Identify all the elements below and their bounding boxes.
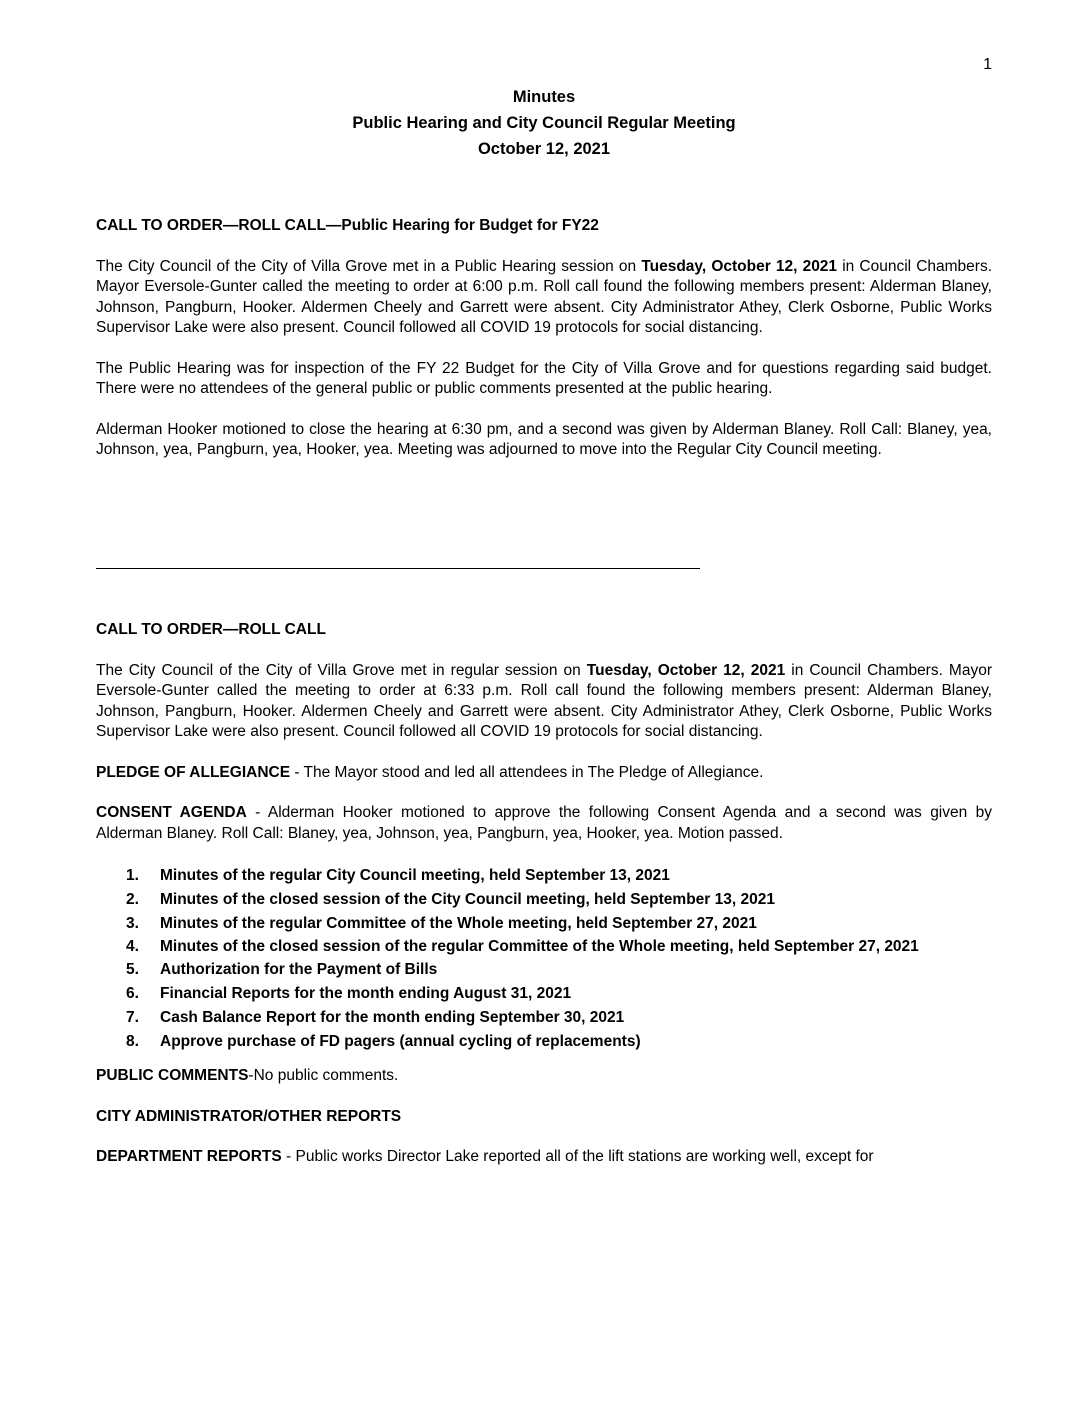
public-comments-text: -No public comments. bbox=[248, 1067, 399, 1084]
agenda-item-text: Authorization for the Payment of Bills bbox=[160, 961, 438, 978]
pledge-label: PLEDGE OF ALLEGIANCE bbox=[96, 763, 291, 781]
pledge-paragraph bbox=[96, 763, 992, 784]
agenda-item bbox=[96, 888, 992, 912]
section-divider bbox=[96, 568, 700, 569]
page-number: 1 bbox=[983, 56, 992, 73]
agenda-item-text: Minutes of the closed session of the regular Committee of the Whole meeting, held September 27, 2021 bbox=[160, 938, 919, 955]
public-comments-paragraph bbox=[96, 1066, 992, 1087]
hearing-paragraph-3: Alderman Hooker motioned to close the hearing at 6:30 pm, and a second was given by Alderman Blaney. Roll Call: Blaney, yea, Johnson, yea, Pangburn, yea, Hooker, yea. Meeting was adjourned to move into the Regular City Council meeting. bbox=[96, 420, 992, 458]
agenda-item bbox=[96, 864, 992, 888]
agenda-item bbox=[96, 1006, 992, 1030]
consent-label: CONSENT AGENDA bbox=[96, 804, 247, 821]
hearing-paragraph-2: The Public Hearing was for inspection of the FY 22 Budget for the City of Villa Grove and for questions regarding said budget. There were no attendees of the general public or public comments presented at the public hearing. bbox=[96, 359, 992, 397]
agenda-item bbox=[96, 912, 992, 936]
regular-paragraph-1-end: in Council Chambers. Mayor Eversole-Gunter called the meeting to order at 6:33 p.m. Roll call found the following members present: Alderman Blaney, Johnson, Pangburn, Hooker. Aldermen Cheely and Garrett were absent. City Administrator Athey, Clerk Osborne, Public Works Supervisor Lake were also present. Council followed all COVID 19 protocols for social distancing. bbox=[96, 661, 992, 740]
agenda-item-text: Minutes of the regular Committee of the Whole meeting, held September 27, 2021 bbox=[160, 915, 757, 932]
agenda-item bbox=[96, 958, 992, 982]
agenda-item-text: Approve purchase of FD pagers (annual cycling of replacements) bbox=[160, 1033, 641, 1050]
consent-agenda-list bbox=[96, 864, 992, 1054]
agenda-item-text: Minutes of the closed session of the City Council meeting, held September 13, 2021 bbox=[160, 891, 775, 908]
agenda-item-number: 5. bbox=[126, 961, 139, 978]
title-date: October 12, 2021 bbox=[477, 140, 611, 158]
admin-reports-heading: CITY ADMINISTRATOR/OTHER REPORTS bbox=[96, 1107, 402, 1125]
agenda-item-text: Minutes of the regular City Council meeting, held September 13, 2021 bbox=[160, 867, 670, 884]
regular-paragraph-1-start: The City Council of the City of Villa Grove met in regular session on bbox=[96, 661, 587, 679]
pledge-text: - The Mayor stood and led all attendees in The Pledge of Allegiance. bbox=[290, 763, 764, 781]
consent-paragraph bbox=[96, 803, 992, 844]
document-title bbox=[0, 84, 1088, 162]
agenda-item-number: 4. bbox=[126, 938, 139, 955]
title-meeting: Public Hearing and City Council Regular Meeting bbox=[352, 114, 736, 132]
agenda-item bbox=[96, 982, 992, 1006]
agenda-item-number: 6. bbox=[126, 985, 139, 1002]
department-reports-text: - Public works Director Lake reported all of the lift stations are working well, except for bbox=[281, 1148, 874, 1165]
regular-paragraph-1 bbox=[96, 661, 992, 743]
public-comments-label: PUBLIC COMMENTS bbox=[96, 1067, 249, 1084]
agenda-item-number: 7. bbox=[126, 1009, 139, 1026]
hearing-date-bold: Tuesday, October 12, 2021 bbox=[641, 257, 838, 275]
hearing-paragraph-1-end: in Council Chambers. Mayor Eversole-Gunter called the meeting to order at 6:00 p.m. Roll call found the following members present: Alderman Blaney, Johnson, Pangburn, Hooker. Aldermen Cheely and Garrett were absent. City Administrator Athey, Clerk Osborne, Public Works Supervisor Lake were also present. Council followed all COVID 19 protocols for social distancing. bbox=[96, 257, 993, 336]
agenda-item-text: Financial Reports for the month ending August 31, 2021 bbox=[160, 985, 572, 1002]
agenda-item bbox=[96, 936, 992, 958]
agenda-item-number: 1. bbox=[126, 867, 139, 884]
hearing-section bbox=[96, 216, 992, 461]
regular-date-bold: Tuesday, October 12, 2021 bbox=[586, 661, 786, 679]
department-reports-paragraph bbox=[96, 1147, 992, 1168]
agenda-item bbox=[96, 1030, 992, 1054]
agenda-item-number: 8. bbox=[126, 1033, 139, 1050]
consent-text: - Alderman Hooker motioned to approve the following Consent Agenda and a second was given by Alderman Blaney. Roll Call: Blaney, yea, Johnson, yea, Pangburn, yea, Hooker, yea. Motion passed. bbox=[96, 804, 993, 842]
agenda-item-number: 2. bbox=[126, 891, 139, 908]
agenda-item-number: 3. bbox=[126, 915, 139, 932]
department-reports-label: DEPARTMENT REPORTS bbox=[96, 1148, 282, 1165]
hearing-heading: CALL TO ORDER—ROLL CALL—Public Hearing for Budget for FY22 bbox=[96, 217, 599, 234]
title-minutes: Minutes bbox=[512, 88, 576, 106]
regular-section bbox=[96, 620, 992, 1168]
hearing-paragraph-1-start: The City Council of the City of Villa Grove met in a Public Hearing session on bbox=[96, 257, 642, 275]
hearing-paragraph-1 bbox=[96, 257, 992, 339]
regular-heading: CALL TO ORDER—ROLL CALL bbox=[96, 621, 326, 638]
agenda-item-text: Cash Balance Report for the month ending September 30, 2021 bbox=[160, 1009, 625, 1026]
